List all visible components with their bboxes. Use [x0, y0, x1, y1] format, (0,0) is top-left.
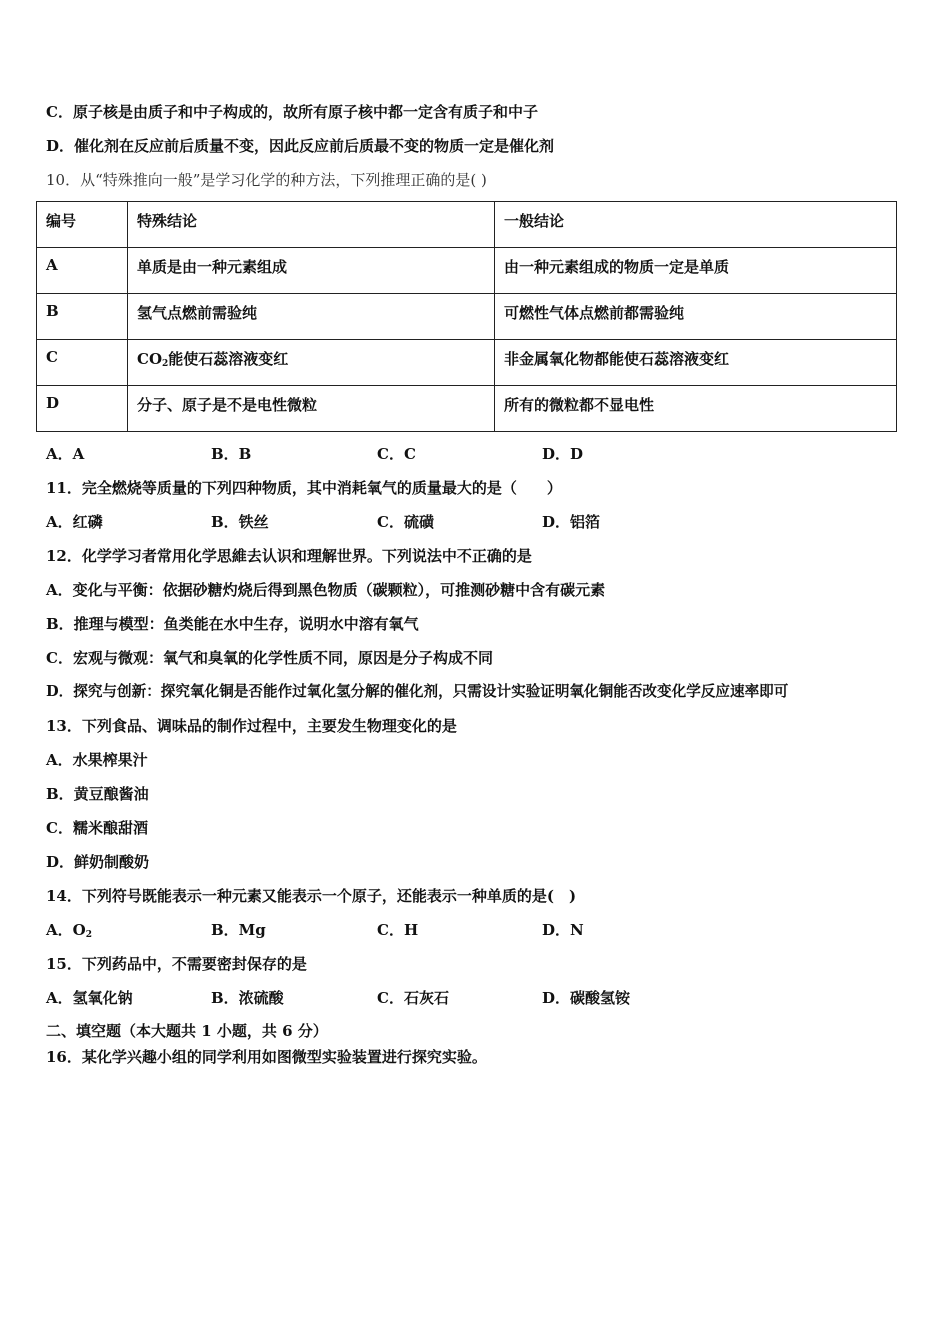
option-d: D．N: [542, 921, 584, 939]
table-cell-text: 能使石蕊溶液变红: [168, 350, 289, 368]
table-cell: C: [37, 340, 128, 386]
question-13-option-a: A．水果榨果汁: [46, 751, 148, 769]
table-cell: 非金属氧化物都能使石蕊溶液变红: [495, 340, 897, 386]
table-header-cell: 一般结论: [495, 202, 897, 248]
table-cell: 分子、原子是不是电性微粒: [128, 386, 495, 432]
reasoning-table: [36, 201, 897, 432]
question-12-option-d: D．探究与创新：探究氧化铜是否能作过氧化氢分解的催化剂，只需设计实验证明氧化铜能否改变化学反应速率即可: [46, 683, 789, 700]
table-row: [37, 294, 897, 340]
table-row: [37, 386, 897, 432]
table-cell: 由一种元素组成的物质一定是单质: [495, 248, 897, 294]
formula-subscript: 2: [162, 359, 169, 369]
formula-text: CO: [137, 350, 163, 368]
option-b: B．Mg: [211, 921, 266, 939]
table-row: [37, 248, 897, 294]
question-12-option-a: A．变化与平衡：依据砂糖灼烧后得到黑色物质（碳颗粒），可推测砂糖中含有碳元素: [46, 581, 606, 599]
table-cell: [128, 340, 495, 386]
option-c: C．石灰石: [377, 989, 449, 1007]
table-row: [37, 340, 897, 386]
option-c: C．H: [377, 921, 419, 939]
question-10-stem: 10．从“特殊推向一般”是学习化学的种方法，下列推理正确的是( ): [46, 171, 487, 189]
question-15-stem: 15．下列药品中，不需要密封保存的是: [46, 955, 307, 973]
option-b: B．浓硫酸: [211, 989, 284, 1007]
option-d: D．碳酸氢铵: [542, 989, 631, 1007]
question-9-option-d: D．催化剂在反应前后质量不变，因此反应前后质最不变的物质一定是催化剂: [46, 137, 555, 155]
question-12-stem: 12．化学学习者常用化学思維去认识和理解世界。下列说法中不正确的是: [46, 547, 532, 565]
table-header-cell: 特殊结论: [128, 202, 495, 248]
option-d: D．铝箔: [542, 513, 601, 531]
table-cell: D: [37, 386, 128, 432]
table-header-row: [37, 202, 897, 248]
table-cell: 氢气点燃前需验纯: [128, 294, 495, 340]
question-16-stem: 16．某化学兴趣小组的同学利用如图微型实验装置进行探究实验。: [46, 1048, 487, 1066]
section-2-heading: 二、填空题（本大题共 1 小题，共 6 分）: [46, 1022, 328, 1040]
question-12-option-b: B．推理与模型：鱼类能在水中生存，说明水中溶有氧气: [46, 615, 419, 633]
formula-subscript: 2: [85, 930, 92, 940]
question-9-option-c: C．原子核是由质子和中子构成的，故所有原子核中都一定含有质子和中子: [46, 103, 538, 121]
option-a-formula: A．O: [46, 921, 86, 939]
option-a: A．红磷: [46, 513, 103, 531]
option-b: B．B: [211, 445, 252, 463]
question-13-option-d: D．鲜奶制酸奶: [46, 853, 150, 871]
table-cell: 单质是由一种元素组成: [128, 248, 495, 294]
option-b: B．铁丝: [211, 513, 269, 531]
question-13-option-b: B．黄豆酿酱油: [46, 785, 149, 803]
option-a: [46, 920, 92, 945]
question-11-stem: 11．完全燃烧等质量的下列四种物质，其中消耗氧气的质量最大的是（ ）: [46, 479, 562, 497]
question-13-option-c: C．糯米酿甜酒: [46, 819, 148, 837]
option-d: D．D: [542, 445, 584, 463]
table-header-cell: 编号: [37, 202, 128, 248]
question-13-stem: 13．下列食品、调味品的制作过程中，主要发生物理变化的是: [46, 717, 457, 735]
option-c: C．硫磺: [377, 513, 434, 531]
option-a: A．氢氧化钠: [46, 989, 133, 1007]
table-cell: B: [37, 294, 128, 340]
table-cell: A: [37, 248, 128, 294]
question-14-stem: 14．下列符号既能表示一种元素又能表示一个原子，还能表示一种单质的是( ): [46, 887, 577, 905]
option-a: A．A: [46, 445, 85, 463]
table-cell: 可燃性气体点燃前都需验纯: [495, 294, 897, 340]
table-cell: 所有的微粒都不显电性: [495, 386, 897, 432]
option-c: C．C: [377, 445, 416, 463]
question-12-option-c: C．宏观与微观：氧气和臭氧的化学性质不同，原因是分子构成不同: [46, 649, 493, 667]
